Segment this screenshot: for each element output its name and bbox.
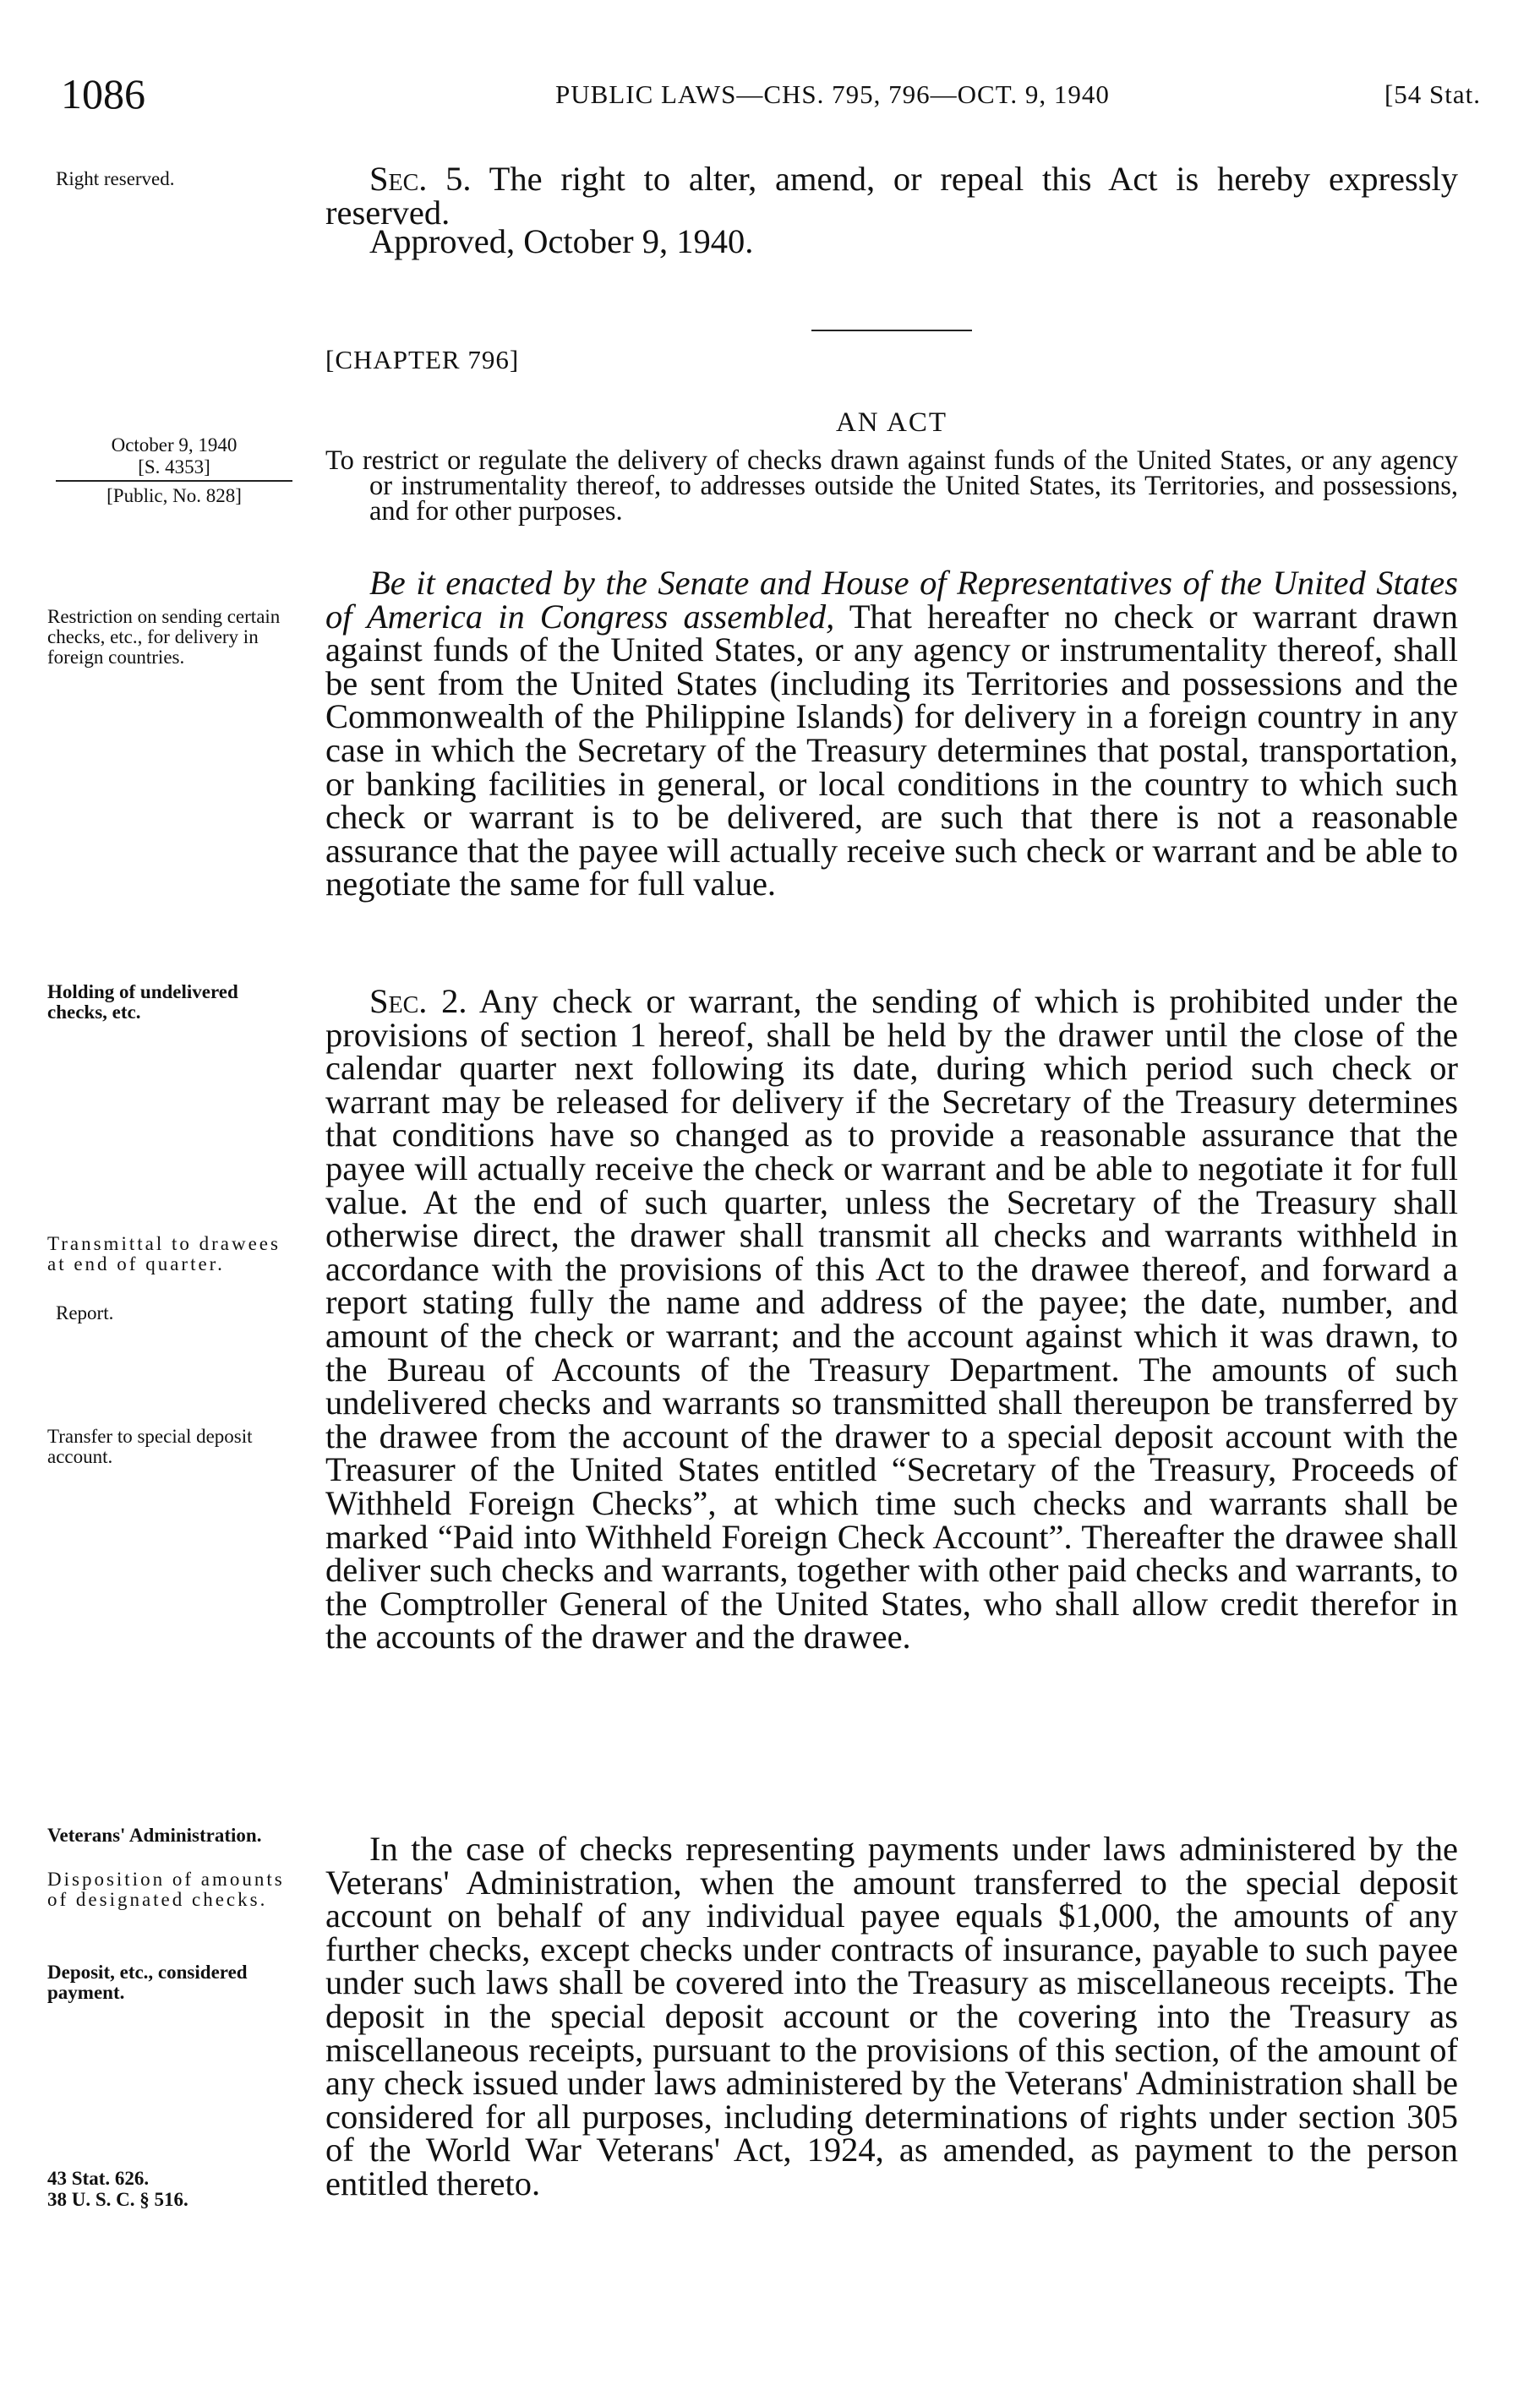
margin-note-deposit: Deposit, etc., considered payment. — [47, 1962, 248, 2003]
section-2 — [325, 982, 1459, 1656]
running-head: PUBLIC LAWS—CHS. 795, 796—OCT. 9, 1940 — [555, 79, 1110, 109]
margin-note-report: Report. — [56, 1302, 114, 1323]
margin-note-holding: Holding of undelivered checks, etc. — [47, 981, 238, 1023]
veterans-paragraph: In the case of checks representing payments under laws administered by the Veterans' Administration, when the amount transferred to the special deposit account on behalf of any individual payee equals $1,000, the amounts of any further checks, except checks under contracts of insurance, payable to such payee under such laws shall be covered into the Treasury as miscellaneous receipts. The deposit in the special deposit account or the covering into the Treasury as miscellaneous receipts, pursuant to the provisions of this section, of the amount of any check issued under laws administered by the Veterans' Administration shall be considered for all purposes, including determinations of rights under section 305 of the World War Veterans' Act, 1924, as amended, as payment to the person entitled thereto. — [325, 1830, 1458, 2202]
section-5-text: The right to alter, amend, or repeal this Act is hereby expressly reserved. — [325, 160, 1458, 232]
act-heading: AN ACT — [835, 407, 948, 438]
margin-note-transmittal: Transmittal to drawees at end of quarter. — [47, 1233, 281, 1274]
page-number: 1086 — [61, 70, 145, 117]
chapter-heading: [CHAPTER 796] — [325, 345, 520, 374]
section-1-text: That hereafter no check or warrant drawn against funds of the United States, or any agency or instrumentality thereof, shall be sent from the United States (including its Territories and possessions and the Commonwealth of the Philippine Islands) for delivery in a foreign country in any case in which the Secretary of the Treasury determines that postal, transportation, or banking facilities in general, or local conditions in the country to which such check or warrant is to be delivered, are such that there is not a reasonable assurance that the payee will actually receive such check or warrant and be able to negotiate the same for full value. — [325, 597, 1458, 903]
section-5 — [325, 160, 1458, 232]
margin-note-bill: [S. 4353] — [138, 456, 210, 478]
margin-note-transfer: Transfer to special deposit account. — [47, 1426, 253, 1467]
margin-note-citation-2: 38 U. S. C. § 516. — [47, 2189, 188, 2210]
volume-reference: [54 Stat. — [1384, 79, 1481, 109]
section-1 — [325, 566, 1458, 901]
margin-note-citation-1: 43 Stat. 626. — [47, 2168, 150, 2189]
chapter-divider — [811, 330, 972, 331]
section-2-text: Any check or warrant, the sending of which is prohibited under the provisions of section 1 hereof, shall be held by the drawer until the close of the calendar quarter next following its date, during which period such check or warrant may be released for delivery if the Secretary of the Treasury determines that conditions have so changed as to provide a reasonable assurance that the payee will actually receive the check or warrant and be able to negotiate it for full value. At the end of such quarter, unless the Secretary of the Treasury shall otherwise direct, the drawer shall transmit all checks and warrants withheld in accordance with the provisions of this Act to the drawee thereof, and forward a report stating fully the name and address of the payee; the date, number, and amount of the check or warrant; and the account against which it was drawn, to the Bureau of Accounts of the Treasury Department. The amounts of such undelivered checks and warrants so transmitted shall thereupon be transferred by the drawee from the account of the drawer to a special deposit account with the Treasurer of the United States entitled “Secretary of the Treasury, Proceeds of Withheld Foreign Checks”, at which time such checks and warrants shall be marked “Paid into Withheld Foreign Check Account”. Thereafter the drawee shall deliver such checks and warrants, together with other paid checks and warrants, to the Comptroller General of the United States, who shall allow credit therefor in the accounts of the drawer and the drawee. — [325, 982, 1459, 1656]
enacting-clause: Be it enacted by the Senate and House of Representatives of the United States of America in Congress assembled, — [325, 564, 1458, 636]
act-title: To restrict or regulate the delivery of checks drawn against funds of the United States, or any agency or instrumentality thereof, to addresses outside the United States, its Territories, and possessions, and for other purposes. — [325, 445, 1458, 527]
margin-note-right-reserved: Right reserved. — [56, 168, 175, 189]
margin-note-public-law: [Public, No. 828] — [106, 485, 242, 506]
margin-note-disposition: Disposition of amounts of designated checks. — [47, 1869, 285, 1910]
section-2-label: Sec. 2. — [369, 982, 467, 1020]
margin-note-veterans: Veterans' Administration. — [47, 1825, 262, 1846]
approval-line: Approved, October 9, 1940. — [369, 222, 754, 260]
margin-note-date: October 9, 1940 — [111, 434, 238, 456]
page-header — [61, 69, 1481, 120]
margin-note-restriction: Restriction on sending certain checks, etc., for delivery in foreign countries. — [47, 606, 281, 668]
section-5-label: Sec. 5. — [369, 160, 472, 198]
margin-note-rule — [56, 480, 292, 482]
